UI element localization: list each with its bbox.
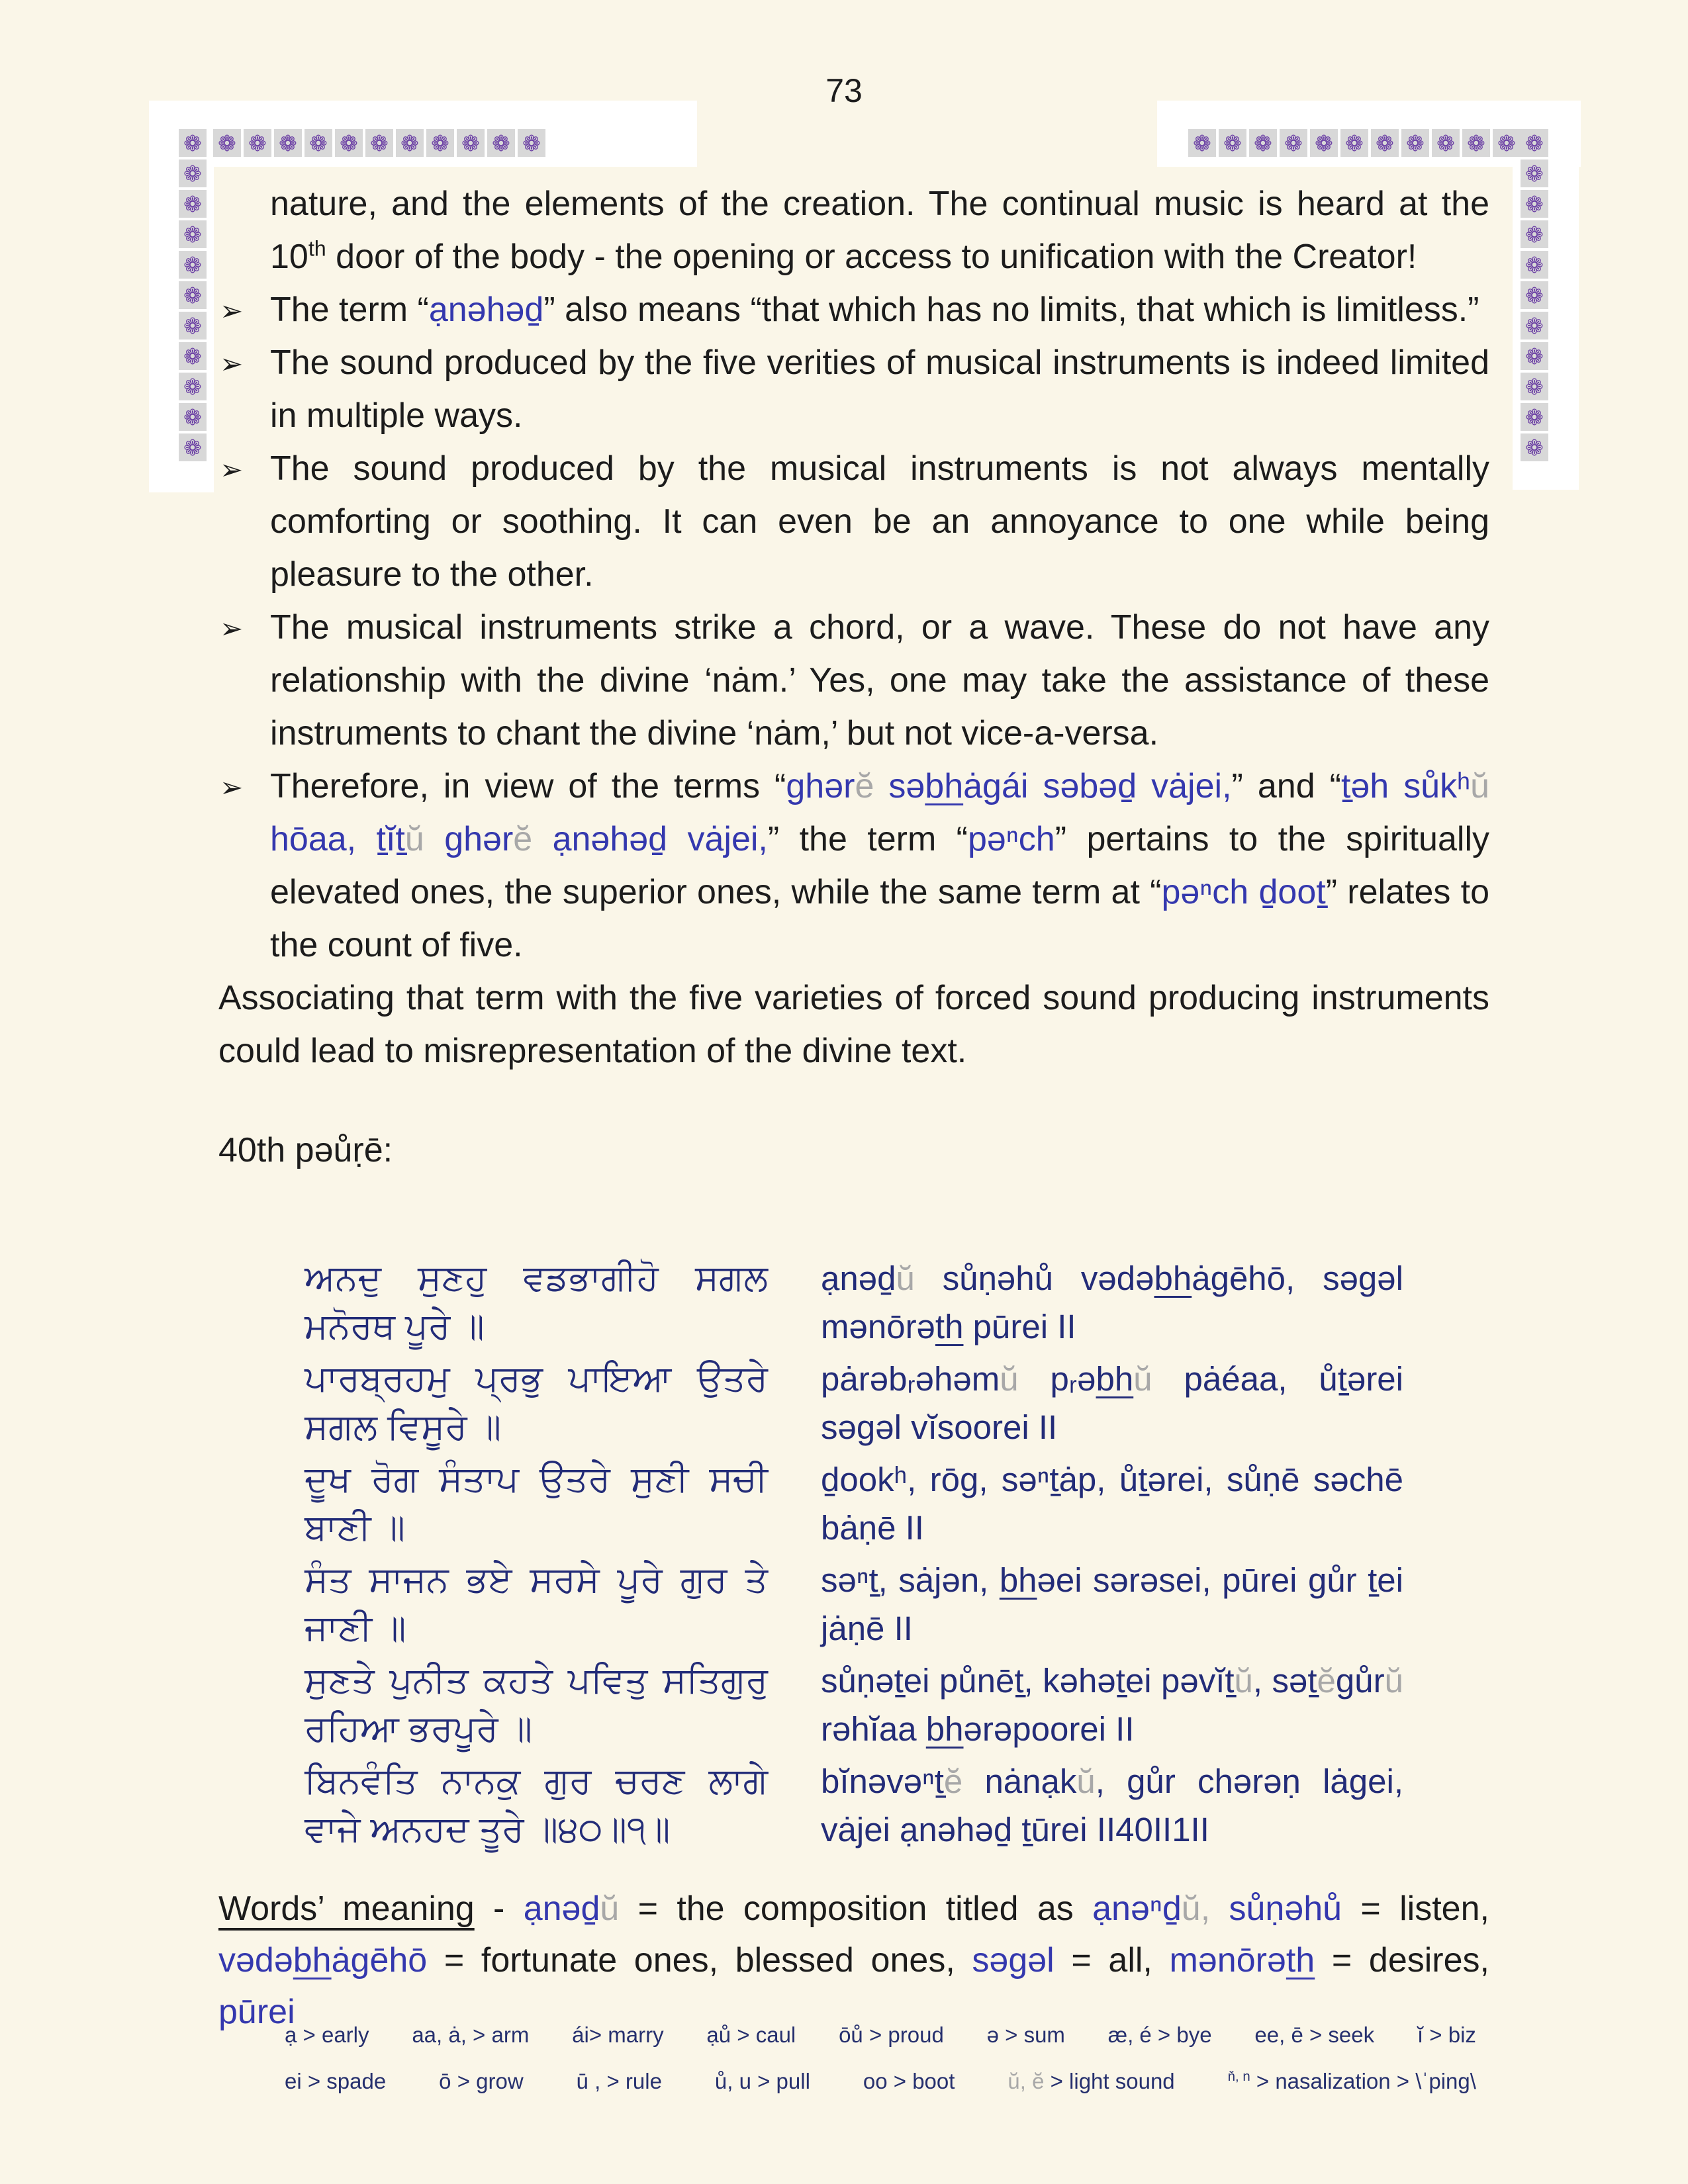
pronunciation-key-item: ee, ē > seek (1254, 2023, 1375, 2047)
flower-icon: ❁ (365, 129, 393, 157)
bullet-item (218, 442, 1489, 601)
flower-icon: ❁ (179, 281, 207, 309)
flower-icon: ❁ (1521, 403, 1548, 431)
pronunciation-key-item: ə > sum (986, 2023, 1065, 2047)
flower-icon: ❁ (1521, 312, 1548, 340)
transliteration-verse-line: bĭnəvəⁿt̠ĕ nȧnạkŭ, gůr chərəṇ lȧgei, vȧjei ạnəhəd̠ t̠ūrei II40II1II (821, 1762, 1404, 1848)
flower-icon: ❁ (1521, 190, 1548, 218)
transliteration-verse-line: ạnəd̠ŭ sůṇəhů vədəbhȧgēhō, səgəl mənōrəth pūrei II (821, 1259, 1403, 1345)
bullet-list (218, 283, 1489, 972)
flower-icon: ❁ (179, 190, 207, 218)
pronunciation-key-item: aa, ȧ, > arm (412, 2023, 530, 2047)
main-text-block (218, 177, 1489, 1177)
flower-icon: ❁ (1521, 373, 1548, 400)
gurmukhi-verse-line: ਸੁਣਤੇ ਪੁਨੀਤ ਕਹਤੇ ਪਵਿਤੁ ਸਤਿਗੁਰੁ ਰਹਿਆ ਭਰਪੂਰੇ ॥ (305, 1661, 768, 1749)
flower-icon: ❁ (1493, 129, 1521, 157)
flower-icon: ❁ (179, 220, 207, 248)
flower-icon: ❁ (274, 129, 302, 157)
flower-icon: ❁ (1401, 129, 1429, 157)
pronunciation-row-2 (285, 2068, 1476, 2095)
flower-icon: ❁ (179, 251, 207, 279)
flower-icon: ❁ (1521, 342, 1548, 370)
flower-icon: ❁ (1521, 433, 1548, 461)
flower-icon: ❁ (1280, 129, 1307, 157)
pronunciation-key-item: ō > grow (439, 2069, 524, 2093)
flower-icon: ❁ (1462, 129, 1490, 157)
flower-icon: ❁ (487, 129, 515, 157)
flower-icon: ❁ (179, 373, 207, 400)
verse-gurmukhi-column (305, 1254, 768, 1858)
transliteration-verse-line: səⁿt̠, sȧjən, bhəei sərəsei, pūrei gůr t̠ei jȧṇē II (821, 1561, 1403, 1647)
pronunciation-key-item: ů, u > pull (714, 2069, 810, 2093)
bullet-arrow-icon: ➢ (220, 454, 244, 485)
pronunciation-key-item: $^{ň, n}$ > nasalization > \ˈping\ (1227, 2069, 1476, 2093)
pronunciation-key-item: æ, é > bye (1107, 2023, 1212, 2047)
transliteration-verse-line: pȧrəbᵣəhəmŭ pᵣəbhŭ pȧéaa, ůt̠ərei səgəl vĭsoorei II (821, 1360, 1404, 1446)
flower-icon: ❁ (213, 129, 241, 157)
pronunciation-key-item: ạů > caul (706, 2023, 796, 2047)
words-meaning-paragraph: Words’ meaning - ạnəd̠ŭ = the composition titled as ạnəⁿd̠ŭ, sůṇəhů = listen, vədəbhȧgēhō = fortunate ones, blessed ones, səgəl = all, mənōrəth = desires, pūrei (218, 1889, 1489, 2031)
flower-icon: ❁ (179, 159, 207, 187)
flower-icon: ❁ (1521, 281, 1548, 309)
section-heading: 40th pəůṛē: (218, 1131, 393, 1169)
gurmukhi-verse-line: ਬਿਨਵੰਤਿ ਨਾਨਕੁ ਗੁਰ ਚਰਣ ਲਾਗੇ ਵਾਜੇ ਅਨਹਦ ਤੂਰੇ ॥੪੦॥੧॥ (305, 1761, 768, 1849)
flower-icon: ❁ (1188, 129, 1216, 157)
intro-paragraph: nature, and the elements of the creation. The continual music is heard at the 10th door of the body - the opening or access to unification with the Creator! (270, 185, 1489, 276)
bullet-arrow-icon: ➢ (220, 613, 244, 644)
bullet-text: The musical instruments strike a chord, or a wave. These do not have any relationship with the divine ‘nȧm.’ Yes, one may take the assistance of these instruments to chant the divine ‘nȧm,’ but not vice-a-versa. (270, 608, 1489, 752)
flower-icon: ❁ (1521, 159, 1548, 187)
flower-icon: ❁ (457, 129, 485, 157)
pronunciation-key-item: oo > boot (863, 2069, 955, 2093)
transliteration-verse-line: d̠ookʰ, rōg, səⁿt̠ȧp, ůt̠ərei, sůṇē səchē bȧṇē II (821, 1461, 1403, 1547)
verse-transliteration-column (821, 1254, 1403, 1858)
pronunciation-key-item: ŭ, ĕ > light sound (1008, 2069, 1175, 2093)
flower-icon: ❁ (426, 129, 454, 157)
flower-icon: ❁ (1371, 129, 1399, 157)
flower-icon: ❁ (1310, 129, 1338, 157)
pronunciation-key-item: ōů > proud (839, 2023, 944, 2047)
bullet-arrow-icon: ➢ (220, 772, 244, 803)
pronunciation-key-item: ái> marry (572, 2023, 664, 2047)
flower-border-left (179, 129, 207, 461)
flower-icon: ❁ (1521, 220, 1548, 248)
bullet-text: Therefore, in view of the terms “ghərĕ səbhȧgái səbəd̠ vȧjei,” and “t̠əh sůkʰŭ hōaa, t̠ĭt̠ŭ ghərĕ ạnəhəd̠ vȧjei,” the term “pəⁿch” pertains to the spiritually elevated ones, the superior ones, while the same term at “pəⁿch d̠oot̠” relates to the count of five. (270, 767, 1490, 964)
flower-icon: ❁ (179, 433, 207, 461)
pronunciation-row-1 (285, 2022, 1476, 2048)
flower-icon: ❁ (1340, 129, 1368, 157)
flower-icon: ❁ (335, 129, 363, 157)
flower-icon: ❁ (518, 129, 545, 157)
bullet-item (218, 601, 1489, 760)
pronunciation-key-item: ạ > early (285, 2023, 369, 2047)
bullet-text: The sound produced by the musical instruments is not always mentally comforting or soothing. It can even be an annoyance to one while being pleasure to the other. (270, 449, 1489, 594)
flower-icon: ❁ (179, 312, 207, 340)
transliteration-verse-line: sůṇət̠ei půnēt̠, kəhət̠ei pəvĭt̠ŭ, sət̠ĕgůrŭ rəhĭaa bhərəpoorei II (821, 1662, 1403, 1748)
flower-icon: ❁ (305, 129, 332, 157)
flower-icon: ❁ (1219, 129, 1246, 157)
flower-icon: ❁ (179, 342, 207, 370)
bullet-item (218, 760, 1489, 972)
flower-icon: ❁ (1521, 129, 1548, 157)
pronunciation-key-item: ĭ > biz (1417, 2023, 1476, 2047)
gurmukhi-verse-line: ਪਾਰਬ੍ਰਹਮੁ ਪ੍ਰਭੁ ਪਾਇਆ ਉਤਰੇ ਸਗਲ ਵਿਸੂਰੇ ॥ (305, 1359, 768, 1447)
gurmukhi-verse-line: ਅਨਦੁ ਸੁਣਹੁ ਵਡਭਾਗੀਹੋ ਸਗਲ ਮਨੋਰਥ ਪੂਰੇ ॥ (305, 1258, 768, 1346)
bullet-text: The sound produced by the five verities of musical instruments is indeed limited in multiple ways. (270, 343, 1489, 435)
flower-icon: ❁ (179, 403, 207, 431)
flower-icon: ❁ (179, 129, 207, 157)
pronunciation-key (285, 2022, 1476, 2095)
gurmukhi-verse-line: ਸੰਤ ਸਾਜਨ ਭਏ ਸਰਸੇ ਪੂਰੇ ਗੁਰ ਤੇ ਜਾਣੀ ॥ (305, 1560, 768, 1648)
flower-icon: ❁ (1432, 129, 1460, 157)
pronunciation-key-item: ei > spade (285, 2069, 387, 2093)
bullet-item (218, 336, 1489, 442)
page-number: 73 (825, 72, 863, 109)
flower-border-right (1521, 129, 1548, 461)
flower-border-top-right (1188, 129, 1521, 157)
bullet-item (218, 283, 1489, 336)
closing-paragraph: Associating that term with the five varieties of forced sound producing instruments could lead to misrepresentation of the divine text. (218, 979, 1489, 1070)
pronunciation-key-item: ū , > rule (576, 2069, 662, 2093)
gurmukhi-verse-line: ਦੂਖ ਰੋਗ ਸੰਤਾਪ ਉਤਰੇ ਸੁਣੀ ਸਚੀ ਬਾਣੀ ॥ (305, 1459, 768, 1547)
flower-icon: ❁ (396, 129, 424, 157)
bullet-arrow-icon: ➢ (220, 348, 244, 379)
flower-icon: ❁ (1521, 251, 1548, 279)
bullet-text: The term “ạnəhəd̠” also means “that which has no limits, that which is limitless.” (270, 291, 1479, 329)
flower-border-top-left (213, 129, 545, 157)
flower-icon: ❁ (1249, 129, 1277, 157)
bullet-arrow-icon: ➢ (220, 295, 244, 326)
flower-icon: ❁ (244, 129, 271, 157)
